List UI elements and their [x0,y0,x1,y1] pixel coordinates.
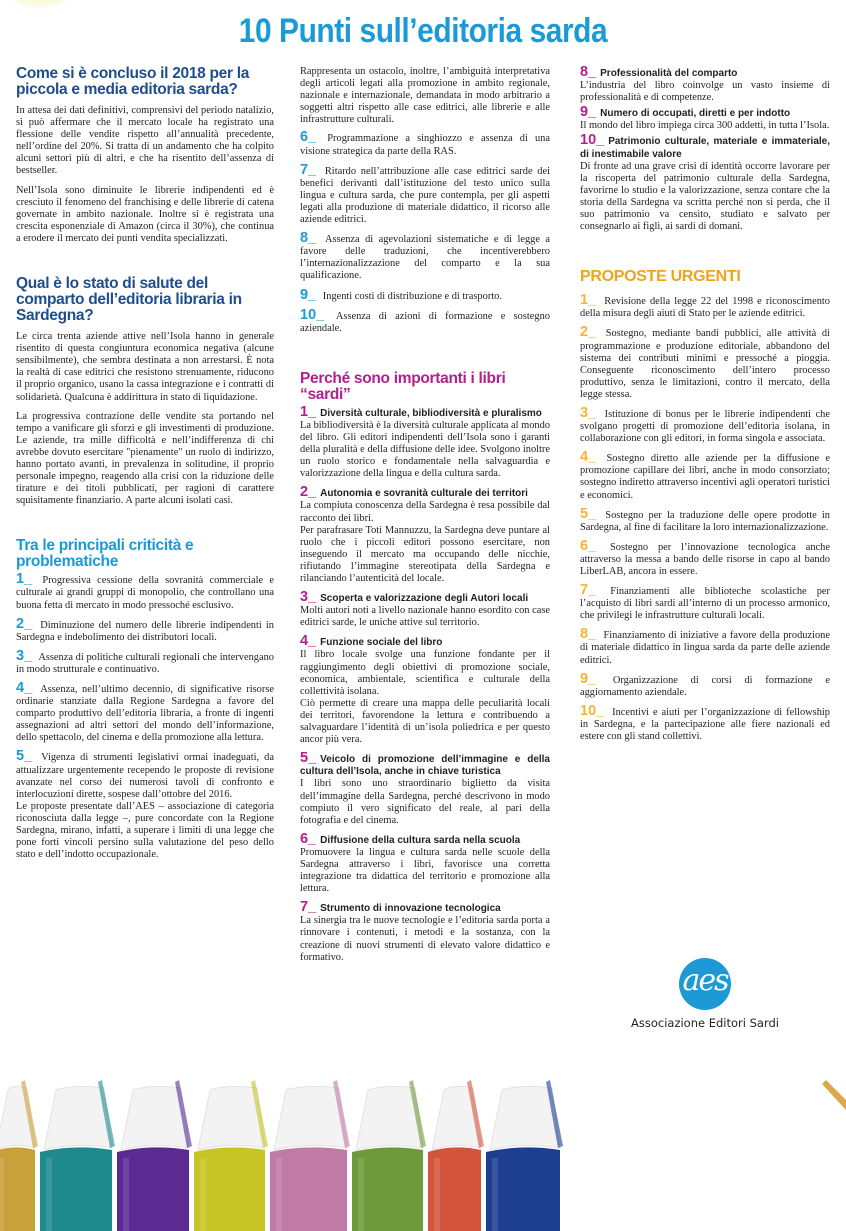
paragraph: Le proposte presentate dall’AES – associazione di categoria riconosciuta dalla legge –, pure concordate con la Regione Sardegna, mirano, infatti, a superare i limiti di una legge che pone forti vincoli persino sulla valutazione del peso dello stato e dell’indotto occupazionale. [16,800,274,861]
item-text: Organizzazione di corsi di formazione e aggiornamento aziendale. [580,674,830,698]
item-text: La sinergia tra le nuove tecnologie e l’editoria sarda porta a rinnovare i contenuti, i metodi e la sostanza, con la creazione di nuovi strumenti di elevato valore didattico e formativo. [300,915,550,963]
item-title: Scoperta e valorizzazione degli Autori locali [320,593,529,605]
item-number: 9_ [300,286,317,303]
item-title: Veicolo di promozione dell’immagine e della cultura dell’Isola, anche in chiave turistica [300,754,550,778]
item-text: Sostegno per la traduzione delle opere prodotte in Sardegna, al fine di facilitare la loro internazionalizzazione. [580,509,830,533]
list-item [580,326,830,401]
item-number: 4_ [300,633,317,650]
book-spine-highlight [492,1158,498,1231]
item-number: 3_ [16,647,33,664]
paragraph: Rappresenta un ostacolo, inoltre, l’ambiguità interpretativa degli articoli legati alla promozione in ambito regionale, nazionale e internazionale, demandata in modo arbitrario a soggetti altri rispetto alle case editrici, alle librerie e alle infrastrutture culturali. [300,66,550,126]
book-spine-highlight [46,1158,52,1231]
item-number: 9_ [580,670,597,687]
item-number: 5_ [580,505,597,522]
column-left [16,66,274,868]
list-item [16,573,274,611]
item-number: 10_ [580,702,605,719]
item-number: 7_ [300,899,317,916]
item-number: 10_ [300,306,325,323]
item-text: Assenza di politiche culturali regionali che intervengano in modo strutturale e continuativo. [16,651,274,675]
item-text: Finanziamenti alle biblioteche scolastiche per l’acquisto di libri sardi all’interno di un processo armonico, che privilegi le infrastrutture culturali locali. [580,586,830,622]
item-text: Istituzione di bonus per le librerie indipendenti che svolgano progetti di promozione dell’editoria isolana, in collaborazione con gli editori, in forma singola e associata. [580,408,830,445]
item-number: 9_ [580,104,597,121]
item-text: Programmazione a singhiozzo e assenza di una visione strategica da parte della RAS. [300,133,550,157]
book-spine-highlight [276,1158,282,1231]
item-number: 3_ [300,589,317,606]
aes-logo-mark [679,958,731,1010]
list-item [580,134,830,233]
paragraph: La progressiva contrazione delle vendite sta portando nel tempo a vanificare gli sforzi e gli investimenti di produzione. Le aziende, tra mille difficoltà e nell’indifferenza di chi avrebbe dovuto esercitare "pienamente" un ruolo di indirizzo, hanno portato avanti, in prevalenza in solitudine, il proprio personale impegno, reagendo alla crisi con la riduzione delle tirature e dei titoli pubblicati, per ragioni di carattere squisitamente finanziario. A parte alcuni isolati casi. [16,410,274,507]
list-item [300,901,550,963]
column-middle [300,66,550,970]
item-number: 1_ [580,292,597,309]
item-text: Assenza di agevolazioni sistematiche e di legge a favore delle traduzioni, che incentiverebbero l’internazionalizzazione del comparto e la sua qualificazione. [300,234,551,282]
item-title: Patrimonio culturale, materiale e immateriale, di inestimabile valore [580,136,830,160]
item-number: 2_ [300,484,317,501]
list-item [16,615,274,644]
item-text: Finanziamento di iniziative a favore della produzione di materiale didattico in lingua sarda da parte delle aziende editrici. [580,630,830,666]
item-number: 6_ [300,830,317,847]
list-item [300,752,550,827]
decorative-glow [10,0,70,8]
item-title: Strumento di innovazione tecnologica [320,903,501,915]
book-spine-highlight [0,1158,4,1231]
book-spine-highlight [358,1158,364,1231]
list-item [580,537,830,578]
item-title: Diffusione della cultura sarda nella scuola [320,834,521,846]
item-text: L’industria del libro coinvolge un vasto insieme di professionalità e di competenze. [580,80,830,104]
list-item [300,232,550,282]
list-item [580,66,830,104]
list-item [580,451,830,501]
page-title: 10 Punti sull’editoria sarda [238,12,608,50]
item-number: 8_ [580,626,597,643]
item-number: 2_ [580,324,597,341]
list-item [300,286,550,303]
list-item [580,670,830,699]
item-text: Di fronte ad una grave crisi di identità occorre lavorare per la riscoperta del patrimonio culturale della Sardegna, favorirne lo studio e la valorizzazione, senza contare che la storia della Sardegna va scritta perché non si perda, che il suo patrimonio va censito, studiato e salvato per consegnarlo ai figli, ai sardi di domani. [580,160,830,233]
item-text: Incentivi e aiuti per l’organizzazione di fellowship in Sardegna, e la partecipazione alle fiere nazionali ed estere con gli stand collettivi. [580,706,830,743]
list-item [580,702,830,743]
item-text: Il mondo del libro impiega circa 300 addetti, in tutta l’Isola. [580,120,830,132]
item-number: 2_ [16,615,33,632]
list-item [300,403,550,481]
paragraph: In attesa dei dati definitivi, comprensivi del periodo natalizio, si può affermare che il mercato locale ha registrato una flessione delle vendite rispetto all’annualità precedente, nell’ordine del 20%. Si tratta di un andamento che ha colpito alcuni settori più di altri, e che ha risentito dell’assenza di bestseller. [16,105,274,177]
item-number: 6_ [300,129,317,146]
paragraph: Le circa trenta aziende attive nell’Isola hanno in generale risentito di questa congiuntura economica negativa (alcune sensibilmente), che sembra destinata a non arrestarsi. È nota la realtà di case editrici che resistono strenuamente, riducono il proprio organico, usano la cassa integrazione e i contratti di solidarietà. Qualcuna è addirittura in stato di liquidazione. [16,331,274,403]
book-spine-highlight [434,1158,440,1231]
heading-criticita: Tra le principali criticità e problematiche [16,537,194,571]
item-title: Funzione sociale del libro [320,637,443,649]
item-text: Assenza, nell’ultimo decennio, di significative risorse ordinarie stanziate dalla Regione Sardegna a favore del comparto produttivo dell’editoria libraria, a fronte di ingenti assegnazioni ad altri settori del mondo dell’informazione, dello spettacolo, del cinema e della promozione alla lettura. [16,684,274,744]
heading-importanti: Perché sono importanti i libri “sardi” [300,369,506,403]
heading-proposte: PROPOSTE URGENTI [580,268,741,286]
item-number: 10_ [580,132,605,149]
item-text: La compiuta conoscenza della Sardegna è resa possibile dal racconto dei libri. [300,500,550,524]
item-number: 8_ [300,230,317,247]
item-text: Ciò permette di creare una mappa delle peculiarità locali dei territori, favorendone la lettura e contribuendo a salvaguardare l’identità di un’isola poliedrica e per questo ancor più vera. [300,697,550,746]
list-item [300,131,550,157]
item-number: 4_ [580,449,597,466]
item-title: Autonomia e sovranità culturale dei territori [320,488,528,500]
item-text: La bibliodiversità è la diversità culturale applicata al mondo del libro. Gli editori indipendenti dell’Isola sono i garanti della pluralità e della diffusione delle idee. Svolgono inoltre un ruolo storico e fondamentale nella salvaguardia e valorizzazione della lingua e della cultura sarda. [300,419,550,480]
item-title: Diversità culturale, bibliodiversità e pluralismo [320,407,542,419]
item-text: Sostegno diretto alle aziende per la diffusione e promozione capillare dei libri, anche in modo consorziato; sostegno indiretto attraverso incentivi agli operatori turistici e economici. [580,453,830,501]
item-text: Promuovere la lingua e cultura sarda nelle scuole della Sardegna attraverso i libri, favorisce una corretta integrazione tra didattica del territorio e promozione alla lettura. [300,846,550,895]
item-number: 4_ [16,680,33,696]
item-text: Ritardo nell’attribuzione alle case editrici sarde dei benefici derivanti dall’istituzione del testo unico sulla lingua e cultura sarda, che pure contempla, per gli aspetti legati alla produzione di materiale didattico, il ricorso alle aziende editrici. [300,165,550,226]
paragraph: Nell’Isola sono diminuite le librerie indipendenti ed è cresciuto il fenomeno del franchising e delle librerie di catena governate in ambito nazionale. Inoltre si è registrata una crescita esponenziale di Amazon (circa il 30%), che continua a erodere il mercato dei punti vendita specializzati. [16,184,274,244]
item-text: Progressiva cessione della sovranità commerciale e culturale ai grandi gruppi di monopolio, che controllano una buona fetta di mercato in modo pressoché esclusivo. [16,575,274,611]
aes-logo-letters: aes [682,963,728,998]
list-item [580,505,830,534]
books-illustration [0,1040,846,1231]
list-item [16,647,274,676]
list-item [580,294,830,320]
book-cover-flap [822,1080,846,1110]
list-item [580,404,830,445]
item-number: 3_ [580,404,597,421]
item-number: 5_ [16,748,33,765]
list-item [580,584,830,622]
item-title: Numero di occupati, diretti e per indotto [600,108,791,120]
list-item [16,750,274,800]
item-text: Vigenza di strumenti legislativi ormai inadeguati, da attualizzare urgentemente recependo le proposte di revisione avanzate nel corso dei numerosi tavoli di confronto e interlocuzioni dirette, sospese dall’ottobre del 2016. [16,752,274,800]
list-item [16,682,274,744]
heading-conclusione: Come si è concluso il 2018 per la piccola e media editoria sarda? [16,65,250,98]
item-number: 5_ [300,750,317,767]
item-number: 7_ [580,582,597,599]
item-text: Sostegno, mediante bandi pubblici, alle attività di programmazione e produzione editoriale, abbandono del sistema dei contributi minimi e pressoché a pioggia. Conseguente riconoscimento dell’intero processo produttivo, senza le limitazioni, contro il mercato, della legge stessa. [580,328,830,400]
item-text: Assenza di azioni di formazione e sostegno aziendale. [300,310,550,334]
book-spine-highlight [200,1158,206,1231]
item-number: 8_ [580,64,597,80]
item-text: Per parafrasare Toti Mannuzzu, la Sardegna deve puntare al ruolo che i piccoli editori possono esercitare, non inseguendo il mercato ma occupando delle nicchie, rifiutando l’immagine stereotipata della Sardegna e rilanciando l’autenticità del locale. [300,524,550,584]
list-item [300,486,550,585]
heading-stato: Qual è lo stato di salute del comparto dell’editoria libraria in Sardegna? [16,275,242,325]
list-item [300,635,550,746]
item-number: 7_ [300,161,317,178]
column-right [580,66,830,749]
list-item [300,306,550,335]
list-item [300,830,550,895]
book-spine-highlight [123,1158,129,1231]
item-number: 6_ [580,537,597,554]
list-item [300,161,550,226]
item-text: Diminuzione del numero delle librerie indipendenti in Sardegna e indebolimento dei distributori locali. [16,619,274,643]
list-item [580,628,830,666]
list-item [300,591,550,629]
item-text: Ingenti costi di distribuzione e di trasporto. [322,290,502,302]
item-number: 1_ [300,403,317,420]
item-text: Revisione della legge 22 del 1998 e riconoscimento della misura degli aiuti di Stato per le aziende editrici. [580,296,830,320]
item-text: I libri sono uno straordinario biglietto da visita dell’immagine della Sardegna, perché descrivono in modo compiuto il vero significato del reale, al pari della fotografia e del cinema. [300,778,550,826]
list-item [580,106,830,132]
aes-logo-name: Associazione Editori Sardi [631,1016,779,1030]
item-text: Il libro locale svolge una funzione fondante per il raggiungimento degli obiettivi di promozione sociale, economica, ambientale, scientifica e culturale della collettività isolana. [300,649,550,697]
item-text: Molti autori noti a livello nazionale hanno esordito con case editrici sarde, le uniche attive sul territorio. [300,605,550,629]
item-number: 1_ [16,571,33,588]
item-text: Sostegno per l’innovazione tecnologica anche attraverso la messa a bando delle risorse in capo al bando LiberLAB, ancora in essere. [580,541,830,577]
item-title: Professionalità del comparto [600,68,738,79]
book-spine [0,1147,35,1231]
aes-logo [630,958,780,1030]
